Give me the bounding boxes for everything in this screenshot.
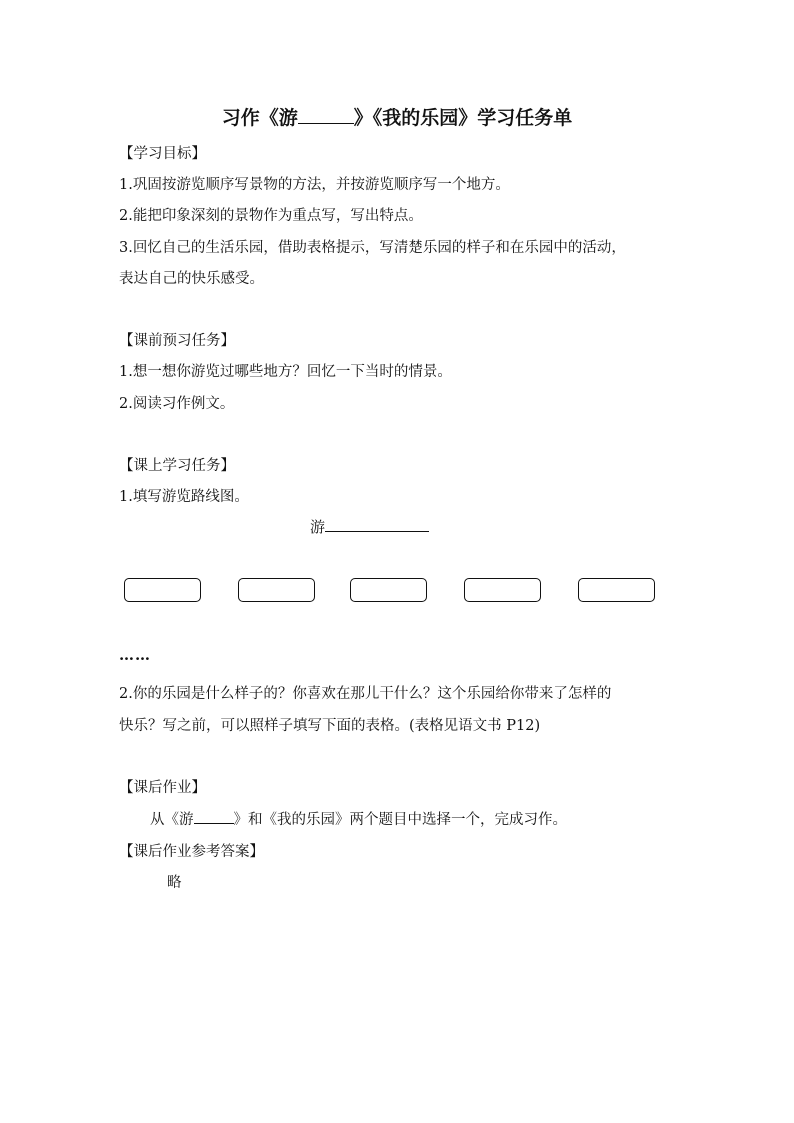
class-tasks-heading: 【课上学习任务】: [119, 458, 235, 474]
goal-item: 表达自己的快乐感受。: [119, 271, 264, 287]
preview-heading: 【课前预习任务】: [119, 333, 235, 349]
homework-text-prefix: 从《游: [150, 812, 194, 828]
preview-item: 1.想一想你游览过哪些地方？回忆一下当时的情景。: [119, 364, 452, 380]
goal-item: 3.回忆自己的生活乐园，借助表格提示，写清楚乐园的样子和在乐园中的活动，: [119, 240, 626, 256]
goal-item: 2.能把印象深刻的景物作为重点写，写出特点。: [119, 208, 423, 224]
goals-heading: 【学习目标】: [119, 146, 206, 162]
route-blank: [325, 517, 429, 532]
preview-item: 2.阅读习作例文。: [119, 396, 235, 412]
title-blank: [298, 109, 354, 124]
route-box: [464, 578, 541, 602]
route-box: [238, 578, 315, 602]
page-title: [0, 106, 794, 130]
homework-text-suffix: 》和《我的乐园》两个题目中选择一个，完成习作。: [233, 812, 567, 828]
answers-text: 略: [167, 875, 182, 891]
homework-heading: 【课后作业】: [119, 780, 206, 796]
route-box: [124, 578, 201, 602]
route-box: [578, 578, 655, 602]
route-box: [350, 578, 427, 602]
answers-heading: 【课后作业参考答案】: [119, 844, 264, 860]
homework-text: [150, 809, 567, 830]
homework-blank: [194, 809, 234, 824]
class-task-item-2: 2.你的乐园是什么样子的？你喜欢在那儿干什么？这个乐园给你带来了怎样的: [119, 686, 612, 702]
route-ellipsis: ……: [119, 646, 151, 664]
title-prefix: 习作《游: [221, 107, 298, 129]
class-task-item-1: 1.填写游览路线图。: [119, 489, 249, 505]
route-title: [310, 517, 429, 537]
goal-item: 1.巩固按游览顺序写景物的方法，并按游览顺序写一个地方。: [119, 177, 510, 193]
title-suffix: 》《我的乐园》学习任务单: [353, 107, 573, 129]
class-task-item-2-cont: 快乐？写之前，可以照样子填写下面的表格。(表格见语文书 P12): [119, 718, 541, 734]
route-label: 游: [310, 518, 326, 536]
